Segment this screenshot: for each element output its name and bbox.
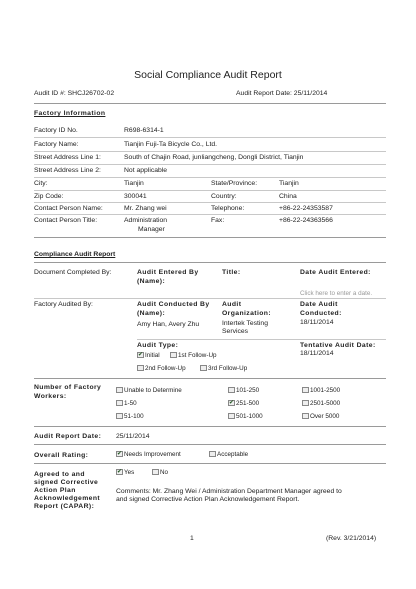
capar-comments-line1[interactable]: Comments: Mr. Zhang Wei / Administration Department Manager agreed to <box>116 488 342 495</box>
capar-label-line2: signed Corrective <box>34 479 99 486</box>
workers-1001-2500-label: 1001-2500 <box>310 387 341 394</box>
workers-over-5000-checkbox[interactable] <box>302 413 309 419</box>
rating-acceptable-label: Acceptable <box>217 451 249 458</box>
audit-type-label: Audit Type: <box>137 342 179 349</box>
factory-id-value[interactable]: R698-6314-1 <box>124 127 164 134</box>
header-divider <box>34 103 386 104</box>
date-conducted-label-line2: Conducted: <box>300 310 342 317</box>
capar-yes-checkbox[interactable] <box>116 469 123 475</box>
row-divider <box>34 164 386 165</box>
fax-label: Fax: <box>211 217 225 224</box>
audit-type-1st-followup-label: 1st Follow-Up <box>178 352 217 359</box>
audit-type-2nd-followup-checkbox[interactable] <box>137 365 144 371</box>
date-entered-field[interactable]: Click here to enter a date. <box>300 290 373 297</box>
street-1-label: Street Address Line 1: <box>34 154 101 161</box>
organization-value-line1[interactable]: Intertek Testing <box>222 320 268 327</box>
capar-no-checkbox[interactable] <box>152 469 159 475</box>
row-divider <box>34 177 386 178</box>
contact-title-label: Contact Person Title: <box>34 217 98 224</box>
tentative-date-value[interactable]: 18/11/2014 <box>300 350 334 357</box>
contact-title-value-line2[interactable]: Manager <box>138 226 165 233</box>
section-divider <box>34 426 386 427</box>
organization-label-line2: Organization: <box>222 310 272 317</box>
entered-by-label-line1: Audit Entered By <box>137 269 199 276</box>
factory-name-label: Factory Name: <box>34 141 79 148</box>
rating-needs-improvement-label: Needs Improvement <box>124 451 181 458</box>
zip-value[interactable]: 300041 <box>124 193 147 200</box>
workers-label-line1: Number of Factory <box>34 384 102 391</box>
capar-no-label: No <box>160 469 169 476</box>
compliance-heading: Compliance Audit Report <box>34 251 116 258</box>
workers-51-100-checkbox[interactable] <box>116 413 123 419</box>
audit-type-3rd-followup-label: 3rd Follow-Up <box>208 365 248 372</box>
row-divider <box>34 137 386 138</box>
street-2-label: Street Address Line 2: <box>34 167 101 174</box>
contact-name-label: Contact Person Name: <box>34 205 103 212</box>
telephone-label: Telephone: <box>211 205 245 212</box>
audit-type-2nd-followup-label: 2nd Follow-Up <box>145 365 186 372</box>
audit-type-initial-checkbox[interactable] <box>137 352 144 358</box>
workers-251-500-label: 251-500 <box>236 400 260 407</box>
date-entered-label: Date Audit Entered: <box>300 269 371 276</box>
row-divider <box>34 151 386 152</box>
fax-value[interactable]: +86-22-24363566 <box>279 217 333 224</box>
row-divider <box>34 298 386 299</box>
tentative-date-label: Tentative Audit Date: <box>300 342 376 349</box>
row-divider <box>34 214 386 215</box>
zip-label: Zip Code: <box>34 193 64 200</box>
conducted-by-label-line1: Audit Conducted By <box>137 301 210 308</box>
workers-1-50-label: 1-50 <box>124 400 137 407</box>
audit-type-1st-followup-checkbox[interactable] <box>170 352 177 358</box>
document-completed-label: Document Completed By: <box>34 269 112 276</box>
date-conducted-value[interactable]: 18/11/2014 <box>300 319 334 326</box>
rating-needs-improvement-checkbox[interactable] <box>116 451 123 457</box>
capar-label-line1: Agreed to and <box>34 471 85 478</box>
row-divider <box>137 339 386 340</box>
capar-comments-line2[interactable]: and signed Corrective Action Plan Acknowledgement Report. <box>116 496 300 503</box>
factory-id-label: Factory ID No. <box>34 127 78 134</box>
overall-rating-label: Overall Rating: <box>34 452 89 459</box>
section-divider <box>34 237 386 238</box>
street-2-value[interactable]: Not applicable <box>124 167 168 174</box>
workers-1001-2500-checkbox[interactable] <box>302 387 309 393</box>
factory-info-heading: Factory Information <box>34 110 106 117</box>
state-value[interactable]: Tianjin <box>279 180 299 187</box>
workers-501-1000-label: 501-1000 <box>236 413 263 420</box>
factory-name-value[interactable]: Tianjin Fuji-Ta Bicycle Co., Ltd. <box>124 141 218 148</box>
entered-by-label-line2: (Name): <box>137 278 166 285</box>
conducted-by-label-line2: (Name): <box>137 310 166 317</box>
audit-type-initial-label: Initial <box>145 352 160 359</box>
report-date-value[interactable]: 25/11/2014 <box>116 433 150 440</box>
capar-label-line3: Action Plan <box>34 487 76 494</box>
workers-501-1000-checkbox[interactable] <box>228 413 235 419</box>
workers-2501-5000-checkbox[interactable] <box>302 400 309 406</box>
section-divider <box>34 463 386 464</box>
workers-2501-5000-label: 2501-5000 <box>310 400 341 407</box>
workers-101-250-label: 101-250 <box>236 387 260 394</box>
title-label: Title: <box>222 269 241 276</box>
workers-over-5000-label: Over 5000 <box>310 413 340 420</box>
conducted-by-value[interactable]: Amy Han, Avery Zhu <box>137 321 200 328</box>
factory-audited-label: Factory Audited By: <box>34 301 93 308</box>
workers-251-500-checkbox[interactable] <box>228 400 235 406</box>
country-label: Country: <box>211 193 237 200</box>
row-divider <box>34 190 386 191</box>
city-value[interactable]: Tianjin <box>124 180 144 187</box>
organization-label-line1: Audit <box>222 301 242 308</box>
street-1-value[interactable]: South of Chajin Road, junliangcheng, Dongli District, Tianjin <box>124 154 304 161</box>
audit-report-date-header: Audit Report Date: 25/11/2014 <box>236 90 328 97</box>
row-divider <box>34 202 386 203</box>
workers-unable-label: Unable to Determine <box>124 387 182 394</box>
workers-unable-checkbox[interactable] <box>116 387 123 393</box>
contact-title-value-line1[interactable]: Administration <box>124 217 168 224</box>
section-divider <box>34 262 386 263</box>
contact-name-value[interactable]: Mr. Zhang wei <box>124 205 167 212</box>
section-divider <box>34 444 386 445</box>
capar-label-line5: Report (CAPAR): <box>34 503 95 510</box>
workers-label-line2: Workers: <box>34 393 67 400</box>
page-number: 1 <box>190 535 194 542</box>
workers-101-250-checkbox[interactable] <box>228 387 235 393</box>
workers-1-50-checkbox[interactable] <box>116 400 123 406</box>
city-label: City: <box>34 180 48 187</box>
state-label: State/Province: <box>211 180 258 187</box>
revision-label: (Rev. 3/21/2014) <box>326 535 377 542</box>
telephone-value[interactable]: +86-22-24353587 <box>279 205 333 212</box>
capar-label-line4: Acknowledgement <box>34 495 101 502</box>
report-date-label: Audit Report Date: <box>34 433 102 440</box>
audit-type-3rd-followup-checkbox[interactable] <box>200 365 207 371</box>
date-conducted-label-line1: Date Audit <box>300 301 338 308</box>
audit-id: Audit ID #: SHCJ26702-02 <box>34 90 115 97</box>
rating-acceptable-checkbox[interactable] <box>209 451 216 457</box>
section-divider <box>34 378 386 379</box>
organization-value-line2[interactable]: Services <box>222 328 249 335</box>
page-title: Social Compliance Audit Report <box>134 69 282 81</box>
country-value[interactable]: China <box>279 193 297 200</box>
capar-yes-label: Yes <box>124 469 135 476</box>
workers-51-100-label: 51-100 <box>124 413 144 420</box>
